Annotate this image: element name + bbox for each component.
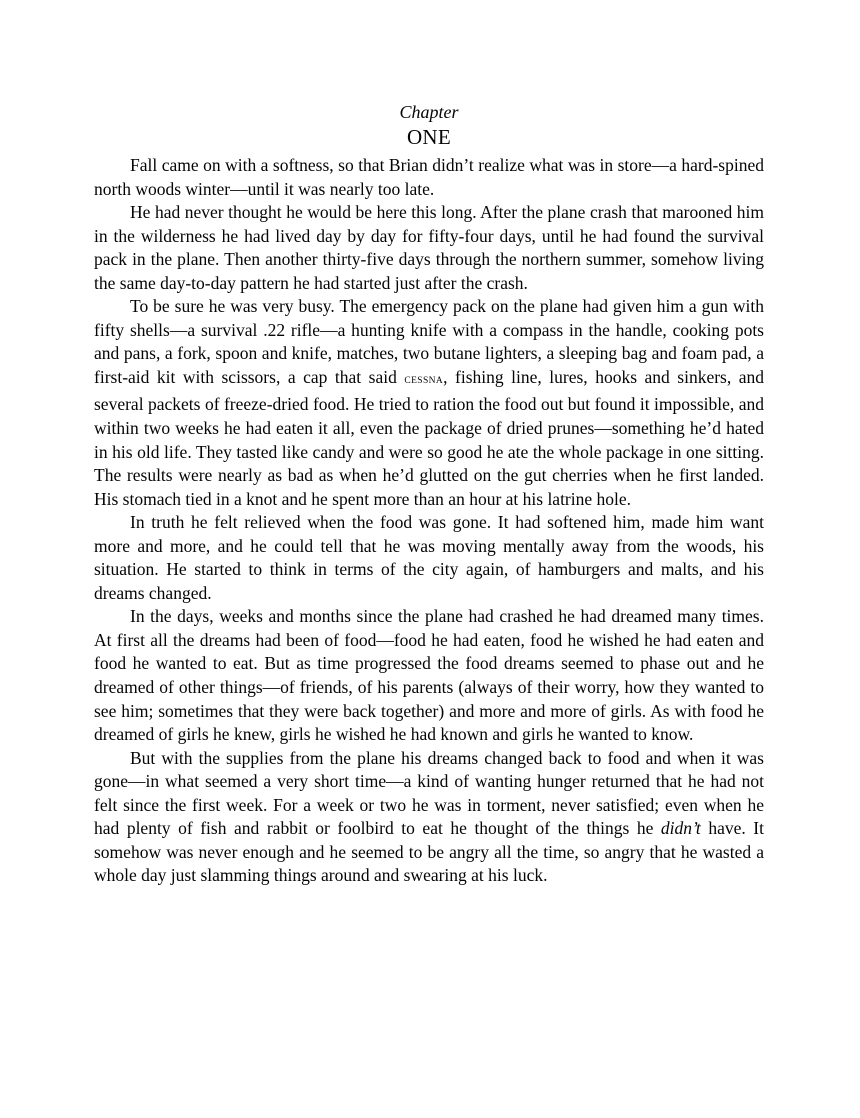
text-segment: Fall came on with a softness, so that Brian didn’t realize what was in store—a hard-spined north woods winter—until it was nearly too late. — [94, 155, 764, 199]
text-segment: have. It somehow was never enough and he seemed to be angry all the time, so angry that he wasted a whole day just slamming things around and swearing at his luck. — [94, 818, 764, 886]
paragraph — [94, 295, 764, 511]
chapter-number: ONE — [406, 125, 452, 149]
paragraph — [94, 605, 764, 746]
chapter-label: Chapter — [399, 102, 459, 122]
text-segment: To be sure he was very busy. The emergency pack on the plane had given him a gun with fifty shells—a survival .22 rifle—a hunting knife with a compass in the handle, cooking pots and pans, a fork, spoon and knife, matches, two butane lighters, a sleeping bag and foam pad, a first-aid kit with scissors, a cap that said — [94, 296, 764, 387]
paragraph — [94, 201, 764, 295]
text-segment-italic: didn’t — [660, 818, 701, 839]
text-segment: In the days, weeks and months since the plane had crashed he had dreamed many times. At first all the dreams had been of food—food he had eaten, food he wished he had eaten and food he wanted to eat. But as time progressed the food dreams seemed to phase out and he dreamed of other things—of friends, of his parents (always of their worry, how they wanted to see him; sometimes that they were back together) and more and more of girls. As with food he dreamed of girls he knew, girls he wished he had known and girls he wanted to know. — [94, 606, 764, 745]
text-segment: , fishing line, lures, hooks and sinkers, and several packets of freeze-dried food. He tried to ration the food out but found it impossible, and within two weeks he had eaten it all, even the package of dried prunes—something he’d hated in his old life. They tasted like candy and were so good he ate the whole package in one sitting. The results were nearly as bad as when he’d glutted on the gut cherries when he first landed. His stomach tied in a knot and he spent more than an hour at his latrine hole. — [94, 366, 765, 509]
chapter-body — [94, 154, 764, 888]
page-content — [94, 0, 764, 888]
text-segment-smallcaps: CESSNA — [404, 375, 444, 386]
paragraph — [94, 154, 764, 201]
paragraph — [94, 511, 764, 605]
text-segment: He had never thought he would be here this long. After the plane crash that marooned him in the wilderness he had lived day by day for fifty-four days, until he had found the survival pack in the plane. Then another thirty-five days through the northern summer, somehow living the same day-to-day pattern he had started just after the crash. — [94, 202, 764, 293]
text-segment: But with the supplies from the plane his dreams changed back to food and when it was gone—in what seemed a very short time—a kind of wanting hunger returned that he had not felt since the first week. For a week or two he was in torment, never satisfied; even when he had plenty of fish and rabbit or foolbird to eat he thought of the things he — [94, 747, 764, 839]
paragraph — [94, 747, 764, 888]
text-segment: In truth he felt relieved when the food was gone. It had softened him, made him want more and more, and he could tell that he was moving mentally away from the woods, his situation. He started to think in terms of the city again, of hamburgers and malts, and his dreams changed. — [94, 512, 764, 603]
